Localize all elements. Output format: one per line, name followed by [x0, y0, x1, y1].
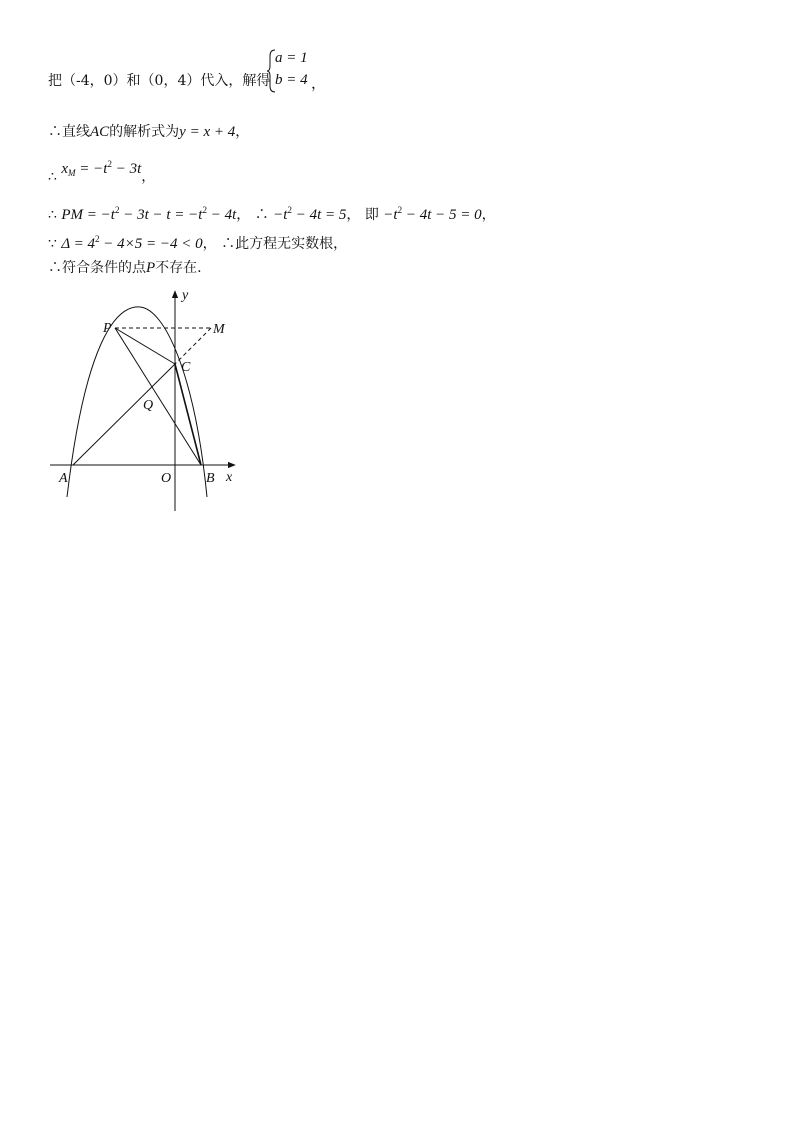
label-x: x — [226, 470, 233, 485]
subscript-m: M — [68, 168, 76, 178]
therefore-symbol: ∴ — [48, 207, 62, 223]
line-equation: y = x + 4 — [179, 124, 236, 140]
line-conclusion — [48, 258, 202, 278]
eq-7: − 4t − 5 = 0 — [402, 207, 482, 223]
xm-equation: = −t — [75, 161, 108, 177]
label-a: A — [59, 471, 68, 486]
connector-therefore: ， ∴ — [236, 207, 274, 223]
superscript: 2 — [287, 205, 292, 215]
superscript: 2 — [397, 205, 403, 215]
comma: ， — [311, 76, 327, 92]
because-symbol: ∵ — [48, 236, 62, 252]
equation-a: a = 1 — [275, 50, 308, 66]
xm-rest: − 3t — [111, 161, 142, 177]
eq-6: −t — [383, 207, 398, 223]
conclusion-text: ∴符合条件的点 — [48, 260, 146, 276]
comma: ， — [235, 124, 250, 140]
label-p: P — [103, 321, 112, 336]
equation-b: b = 4 — [275, 72, 308, 88]
line-pm — [48, 200, 496, 225]
label-y: y — [182, 288, 189, 303]
segment-pm: PM — [61, 207, 84, 223]
pm-eq-2: − 3t − t = −t — [119, 207, 203, 223]
segment-cb — [175, 364, 201, 465]
segment-pc — [115, 328, 175, 364]
geometry-figure — [45, 285, 245, 515]
pm-eq-1: = −t — [83, 207, 115, 223]
label-b: B — [206, 471, 215, 486]
pm-eq-3: − 4t — [206, 207, 237, 223]
superscript: 2 — [202, 205, 207, 215]
comma: ， — [141, 169, 156, 185]
superscript: 2 — [95, 234, 100, 244]
line-xm — [48, 154, 155, 183]
therefore-symbol: ∴ — [48, 169, 57, 185]
equation-system — [267, 48, 327, 94]
expression-text: 的解析式为 — [109, 124, 180, 140]
superscript: 2 — [114, 205, 120, 215]
label-q: Q — [143, 398, 154, 413]
segment-mc — [175, 328, 211, 364]
point-p: P — [146, 260, 156, 276]
substitution-text: 把（-4，0）和（0，4）代入，解得 — [48, 73, 271, 89]
label-m: M — [213, 322, 225, 337]
line-discriminant — [48, 229, 347, 254]
eq-5: − 4t = 5 — [291, 207, 347, 223]
connector-ie: ， 即 — [346, 207, 384, 223]
discriminant-eq: Δ = 4 — [61, 236, 96, 252]
label-o: O — [161, 471, 172, 486]
superscript: 2 — [107, 159, 112, 169]
segment-ac: AC — [90, 124, 110, 140]
line-substitution — [48, 71, 270, 91]
segment-pb — [115, 328, 201, 465]
comma: ， — [481, 207, 496, 223]
therefore-text: ∴直线 — [48, 124, 90, 140]
label-c: C — [181, 360, 191, 375]
x-var: x — [61, 161, 69, 177]
no-real-roots-text: ， ∴此方程无实数根， — [202, 236, 348, 252]
conclusion-end: 不存在. — [155, 260, 202, 276]
discriminant-rest: − 4×5 = −4 < 0 — [99, 236, 203, 252]
eq-4: −t — [273, 207, 288, 223]
line-ac-expression — [48, 122, 249, 142]
